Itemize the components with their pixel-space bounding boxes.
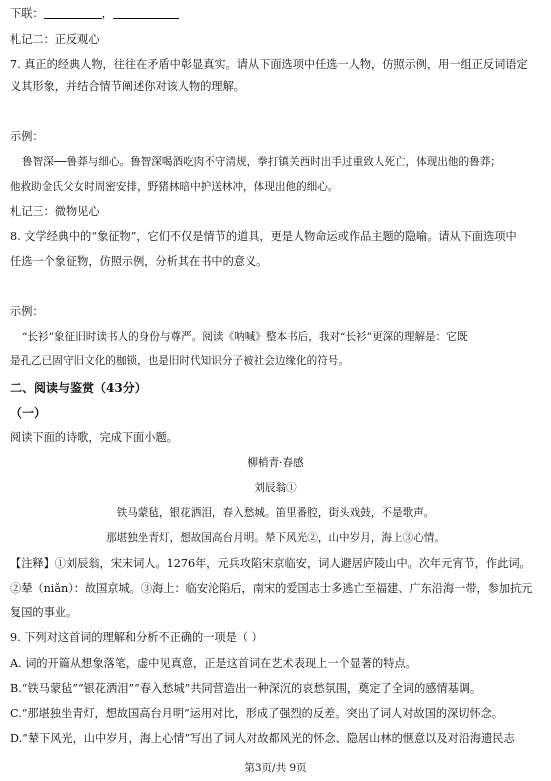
- reading-instruction: 阅读下面的诗歌，完成下面小题。: [10, 431, 178, 444]
- question-9-option-b[interactable]: B.“铁马蒙毡”“银花洒泪”“春入愁城”共同营造出一种深沉的哀愁氛围，奠定了全词的感情基调。: [10, 682, 482, 695]
- question-9-option-d[interactable]: D.“辇下风光，山中岁月，海上心情”写出了词人对故都风光的怀念、隐居山林的惬意以及对沿海遗民志: [10, 732, 515, 745]
- example-label: 示例：: [10, 130, 44, 143]
- question-7-text-cont: 义其形象，并结合情节阐述你对该人物的理解。: [10, 80, 245, 93]
- question-9-text: 9. 下列对这首词的理解和分析不正确的一项是（ ）: [10, 631, 263, 644]
- annotation-line-3: 复国的事业。: [10, 606, 78, 619]
- part-heading: （一）: [10, 406, 47, 420]
- question-9-option-c[interactable]: C.“那堪独坐青灯，想故国高台月明”运用对比，形成了强烈的反差。突出了词人对故国的深切怀念。: [10, 707, 504, 720]
- question-8-example-cont: 是孔乙已固守旧文化的枷锁，也是旧时代知识分子被社会边缘化的符号。: [10, 355, 349, 367]
- question-7-text: 7. 真正的经典人物，往往在矛盾中彰显真实。请从下面选项中任选一人物，仿照示例，用一组正反词语定: [10, 58, 528, 71]
- question-8-text: 8. 文学经典中的“象征物”，它们不仅是情节的道具，更是人物命运或作品主题的隐喻。请从下面选项中: [10, 230, 517, 243]
- xialian-label: 下联：: [10, 7, 44, 20]
- poem-line-1: 铁马蒙毡，银花洒泪，春入愁城。笛里番腔，街头戏鼓，不是歌声。: [116, 507, 435, 519]
- question-7-example-cont: 他救助金氏父女时周密安排，野猪林暗中护送林冲，体现出他的细心。: [10, 181, 339, 193]
- poem-line-2: 那堪独坐青灯，想故国高台月明。辇下风光②，山中岁月，海上③心情。: [106, 532, 445, 544]
- annotation-line-2: ②辇（niǎn）：故国京城。③海上：临安沦陷后，南宋的爱国志士多逃亡至福建、广东沿海一带，参加抗元: [10, 582, 533, 595]
- annotation-line-1: 【注释】①刘辰翁，宋末词人。1276年，元兵攻陷宋京临安，词人避居庐陵山中。次年元宵节，作此词。: [10, 557, 531, 570]
- section-heading: 二、阅读与鉴赏（43分）: [10, 381, 147, 395]
- poem-author: 刘辰翁①: [254, 482, 297, 494]
- couplet-answer-line: 下联： ，: [10, 6, 539, 22]
- question-8-text-cont: 任选一个象征物，仿照示例，分析其在书中的意义。: [10, 255, 268, 268]
- answer-blank-2[interactable]: [113, 6, 179, 19]
- example-label: 示例：: [10, 305, 44, 318]
- poem-title: 柳梢青·春感: [247, 457, 304, 469]
- question-8-example: “长衫”象征旧时读书人的身份与尊严。阅读《呐喊》整本书后，我对“长衫”更深的理解是：它既: [22, 331, 468, 343]
- question-7-example: 鲁智深──鲁莽与细心。鲁智深喝酒吃肉不守清规，拳打镇关西时出手过重致人死亡，体现出他的鲁莽；: [22, 156, 501, 168]
- question-9-option-a[interactable]: A. 词的开篇从想象落笔，虚中见真意，正是这首词在艺术表现上一个显著的特点。: [10, 657, 417, 670]
- page-number: 第3页/共 9页: [244, 762, 307, 774]
- note-heading-2: 札记二：正反观心: [10, 33, 100, 46]
- note-heading-3: 札记三：微物见心: [10, 205, 100, 218]
- answer-blank-1[interactable]: [44, 6, 102, 19]
